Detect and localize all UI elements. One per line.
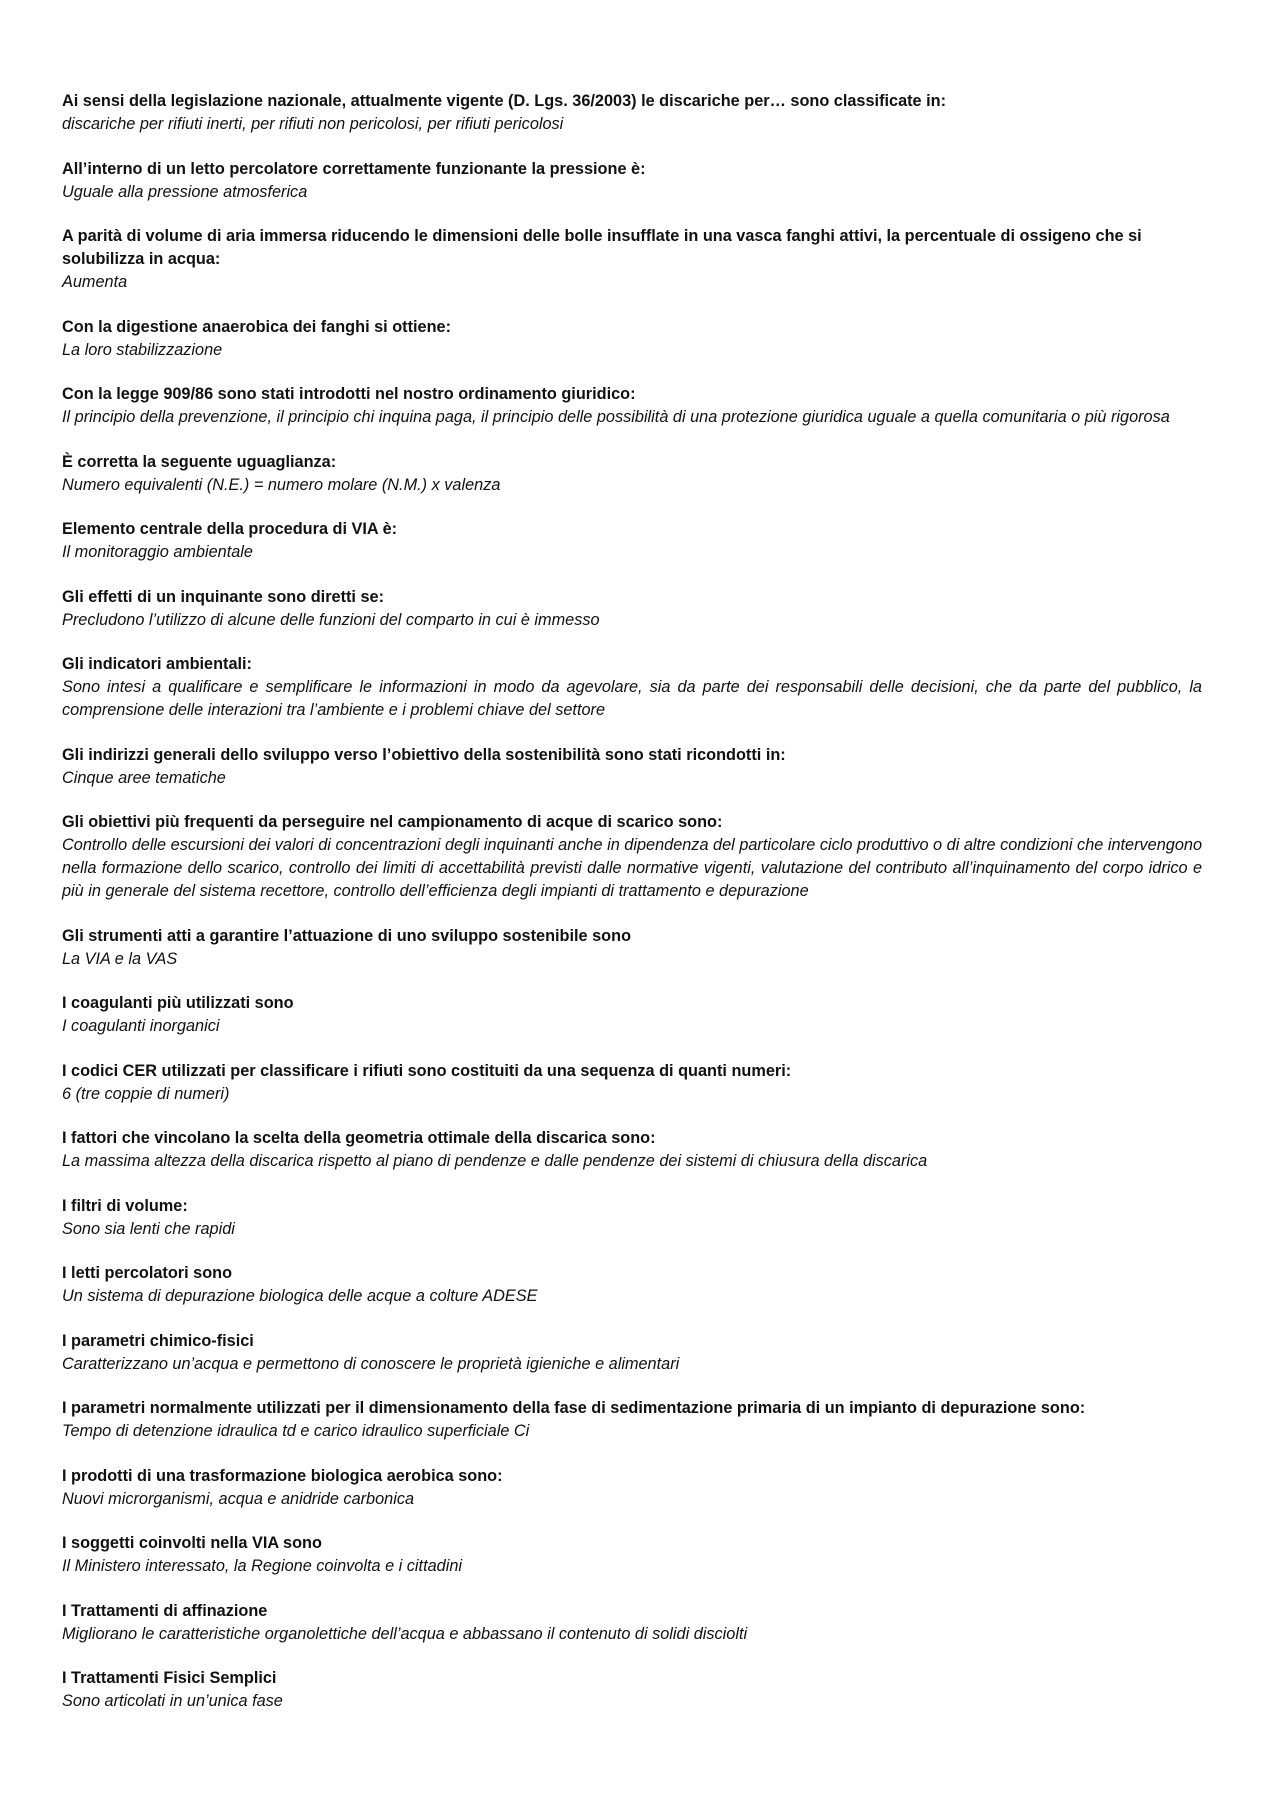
question-text: I soggetti coinvolti nella VIA sono (62, 1534, 322, 1552)
qa-item (62, 992, 1202, 1038)
answer-text: Un sistema di depurazione biologica delle acque a colture ADESE (62, 1287, 538, 1305)
question-text: Gli strumenti atti a garantire l’attuazione di uno sviluppo sostenibile sono (62, 926, 632, 945)
document-page (62, 90, 1202, 1735)
answer-text: Controllo delle escursioni dei valori di concentrazioni degli inquinanti anche in dipendenza del particolare ciclo produttivo o di altre condizioni che intervengono nella formazione dello scarico, controllo dei limiti di accettabilità previsti dalle normative vigenti, valutazione del contributo all’inquinamento del corpo idrico e più in generale del sistema recettore, controllo dell’efficienza degli impianti di trattamento e depurazione (62, 836, 1202, 900)
qa-item (62, 925, 1202, 971)
answer-text: I coagulanti inorganici (62, 1017, 220, 1035)
question-text: I letti percolatori sono (62, 1264, 233, 1282)
answer-text: 6 (tre coppie di numeri) (62, 1084, 230, 1103)
qa-item (62, 518, 1202, 564)
qa-item (62, 158, 1202, 204)
question-text: I Trattamenti Fisici Semplici (62, 1669, 277, 1687)
qa-item (62, 316, 1202, 362)
qa-item (62, 1532, 1202, 1578)
qa-item (62, 225, 1202, 294)
answer-text: Precludono l’utilizzo di alcune delle funzioni del comparto in cui è immesso (62, 610, 600, 629)
question-text: I parametri chimico-fisici (62, 1331, 254, 1350)
question-text: Gli indicatori ambientali: (62, 655, 252, 673)
question-text: I coagulanti più utilizzati sono (62, 994, 294, 1012)
qa-item (62, 1600, 1202, 1646)
question-text: A parità di volume di aria immersa riducendo le dimensioni delle bolle insufflate in una vasca fanghi attivi, la percentuale di ossigeno che si solubilizza in acqua: (62, 227, 1142, 268)
question-text: All’interno di un letto percolatore correttamente funzionante la pressione è: (62, 159, 646, 178)
question-text: I filtri di volume: (62, 1196, 188, 1215)
question-text: Con la digestione anaerobica dei fanghi si ottiene: (62, 317, 452, 336)
answer-text: Migliorano le caratteristiche organolettiche dell’acqua e abbassano il contenuto di solidi disciolti (62, 1624, 748, 1643)
question-text: Con la legge 909/86 sono stati introdotti nel nostro ordinamento giuridico: (62, 385, 636, 403)
qa-item (62, 1397, 1202, 1443)
answer-text: Aumenta (62, 273, 128, 291)
answer-text: La VIA e la VAS (62, 949, 178, 968)
qa-item (62, 1195, 1202, 1241)
question-text: Elemento centrale della procedura di VIA è: (62, 520, 398, 538)
question-text: Gli obiettivi più frequenti da perseguire nel campionamento di acque di scarico sono: (62, 813, 723, 831)
qa-item (62, 811, 1202, 903)
answer-text: Cinque aree tematiche (62, 768, 226, 787)
qa-item (62, 653, 1202, 722)
answer-text: Sono intesi a qualificare e semplificare le informazioni in modo da agevolare, sia da parte dei responsabili delle decisioni, che da parte del pubblico, la comprensione delle interazioni tra l’ambiente e i problemi chiave del settore (62, 678, 1202, 719)
qa-item (62, 1127, 1202, 1173)
question-text: Ai sensi della legislazione nazionale, attualmente vigente (D. Lgs. 36/2003) le discariche per… sono classificate in: (62, 92, 947, 110)
answer-text: Caratterizzano un’acqua e permettono di conoscere le proprietà igieniche e alimentari (62, 1354, 680, 1373)
answer-text: Il Ministero interessato, la Regione coinvolta e i cittadini (62, 1557, 462, 1575)
qa-item (62, 586, 1202, 632)
qa-item (62, 1465, 1202, 1511)
answer-text: Tempo di detenzione idraulica td e carico idraulico superficiale Ci (62, 1422, 530, 1440)
question-text: Gli indirizzi generali dello sviluppo verso l’obiettivo della sostenibilità sono stati ricondotti in: (62, 745, 786, 764)
qa-item (62, 1060, 1202, 1106)
question-text: Gli effetti di un inquinante sono diretti se: (62, 587, 385, 606)
qa-item (62, 383, 1202, 429)
answer-text: Nuovi microrganismi, acqua e anidride carbonica (62, 1489, 415, 1508)
question-text: I parametri normalmente utilizzati per il dimensionamento della fase di sedimentazione primaria di un impianto di depurazione sono: (62, 1399, 1086, 1417)
answer-text: Uguale alla pressione atmosferica (62, 182, 308, 201)
answer-text: La loro stabilizzazione (62, 340, 223, 359)
qa-item (62, 1330, 1202, 1376)
qa-item (62, 744, 1202, 790)
answer-text: discariche per rifiuti inerti, per rifiuti non pericolosi, per rifiuti pericolosi (62, 115, 564, 133)
answer-text: Numero equivalenti (N.E.) = numero molare (N.M.) x valenza (62, 475, 501, 494)
qa-item (62, 451, 1202, 497)
answer-text: Il principio della prevenzione, il principio chi inquina paga, il principio delle possibilità di una protezione giuridica uguale a quella comunitaria o più rigorosa (62, 408, 1170, 426)
answer-text: Sono articolati in un’unica fase (62, 1692, 283, 1710)
question-text: I codici CER utilizzati per classificare i rifiuti sono costituiti da una sequenza di quanti numeri: (62, 1061, 792, 1080)
answer-text: Il monitoraggio ambientale (62, 543, 253, 561)
qa-item (62, 1667, 1202, 1713)
question-text: I Trattamenti di affinazione (62, 1601, 268, 1620)
qa-item (62, 1262, 1202, 1308)
question-text: È corretta la seguente uguaglianza: (62, 452, 337, 471)
question-text: I fattori che vincolano la scelta della geometria ottimale della discarica sono: (62, 1129, 656, 1147)
question-text: I prodotti di una trasformazione biologica aerobica sono: (62, 1466, 503, 1485)
answer-text: La massima altezza della discarica rispetto al piano di pendenze e dalle pendenze dei sistemi di chiusura della discarica (62, 1152, 928, 1170)
answer-text: Sono sia lenti che rapidi (62, 1219, 235, 1238)
qa-item (62, 90, 1202, 136)
